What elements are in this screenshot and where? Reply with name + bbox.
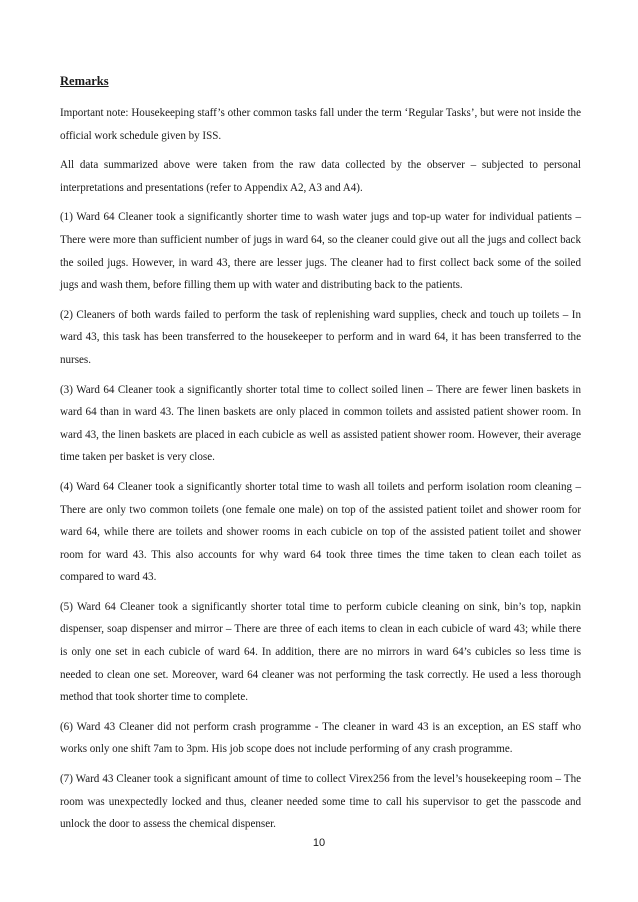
paragraph-data-summary: All data summarized above were taken from the raw data collected by the observer – subjected to personal interpretations and presentations (refer to Appendix A2, A3 and A4). [60, 159, 581, 194]
paragraph-remark-1: (1) Ward 64 Cleaner took a significantly shorter time to wash water jugs and top-up water for individual patients – There were more than sufficient number of jugs in ward 64, so the cleaner could give out all the jugs and collect back the soiled jugs. However, in ward 43, there are lesser jugs. The cleaner had to first collect back some of the soiled jugs and wash them, before filling them up with water and distributing back to the patients. [60, 211, 581, 292]
paragraph-remark-6: (6) Ward 43 Cleaner did not perform crash programme - The cleaner in ward 43 is an exception, an ES staff who works only one shift 7am to 3pm. His job scope does not include performing of any crash programme. [60, 720, 581, 756]
paragraph-remark-4: (4) Ward 64 Cleaner took a significantly shorter total time to wash all toilets and perform isolation room cleaning – There are only two common toilets (one female one male) on top of the assisted patient toilet and shower room for ward 64, while there are toilets and shower rooms in each cubicle on top of the assisted patient toilet and shower room for ward 43. This also accounts for why ward 64 took three times the time taken to clean each toilet as compared to ward 43. [60, 480, 581, 584]
paragraph-remark-3: (3) Ward 64 Cleaner took a significantly shorter total time to collect soiled linen – There are fewer linen baskets in ward 64 than in ward 43. The linen baskets are only placed in common toilets and assisted patient shower room. In ward 43, the linen baskets are placed in each cubicle as well as assisted patient shower room. However, their average time taken per basket is very close. [60, 383, 581, 464]
paragraph-remark-2: (2) Cleaners of both wards failed to perform the task of replenishing ward supplies, check and touch up toilets – In ward 43, this task has been transferred to the housekeeper to perform and in ward 64, it has been transferred to the nurses. [60, 308, 581, 366]
page-number: 10 [312, 837, 326, 849]
document-page [60, 72, 581, 843]
paragraph-remark-7: (7) Ward 43 Cleaner took a significant amount of time to collect Virex256 from the level’s housekeeping room – The room was unexpectedly locked and thus, cleaner needed some time to call his supervisor to get the passcode and unlock the door to assess the chemical dispenser. [60, 773, 581, 831]
paragraph-remark-5: (5) Ward 64 Cleaner took a significantly shorter total time to perform cubicle cleaning on sink, bin’s top, napkin dispenser, soap dispenser and mirror – There are three of each items to clean in each cubicle of ward 43; while there is only one set in each cubicle of ward 64. In addition, there are no mirrors in ward 64’s cubicles so less time is needed to clean one set. Moreover, ward 64 cleaner was not performing the task correctly. He used a less thorough method that took shorter time to complete. [60, 600, 581, 704]
paragraph-important-note: Important note: Housekeeping staff’s other common tasks fall under the term ‘Regular Tasks’, but were not inside the official work schedule given by ISS. [60, 107, 581, 142]
section-heading: Remarks [60, 74, 109, 88]
